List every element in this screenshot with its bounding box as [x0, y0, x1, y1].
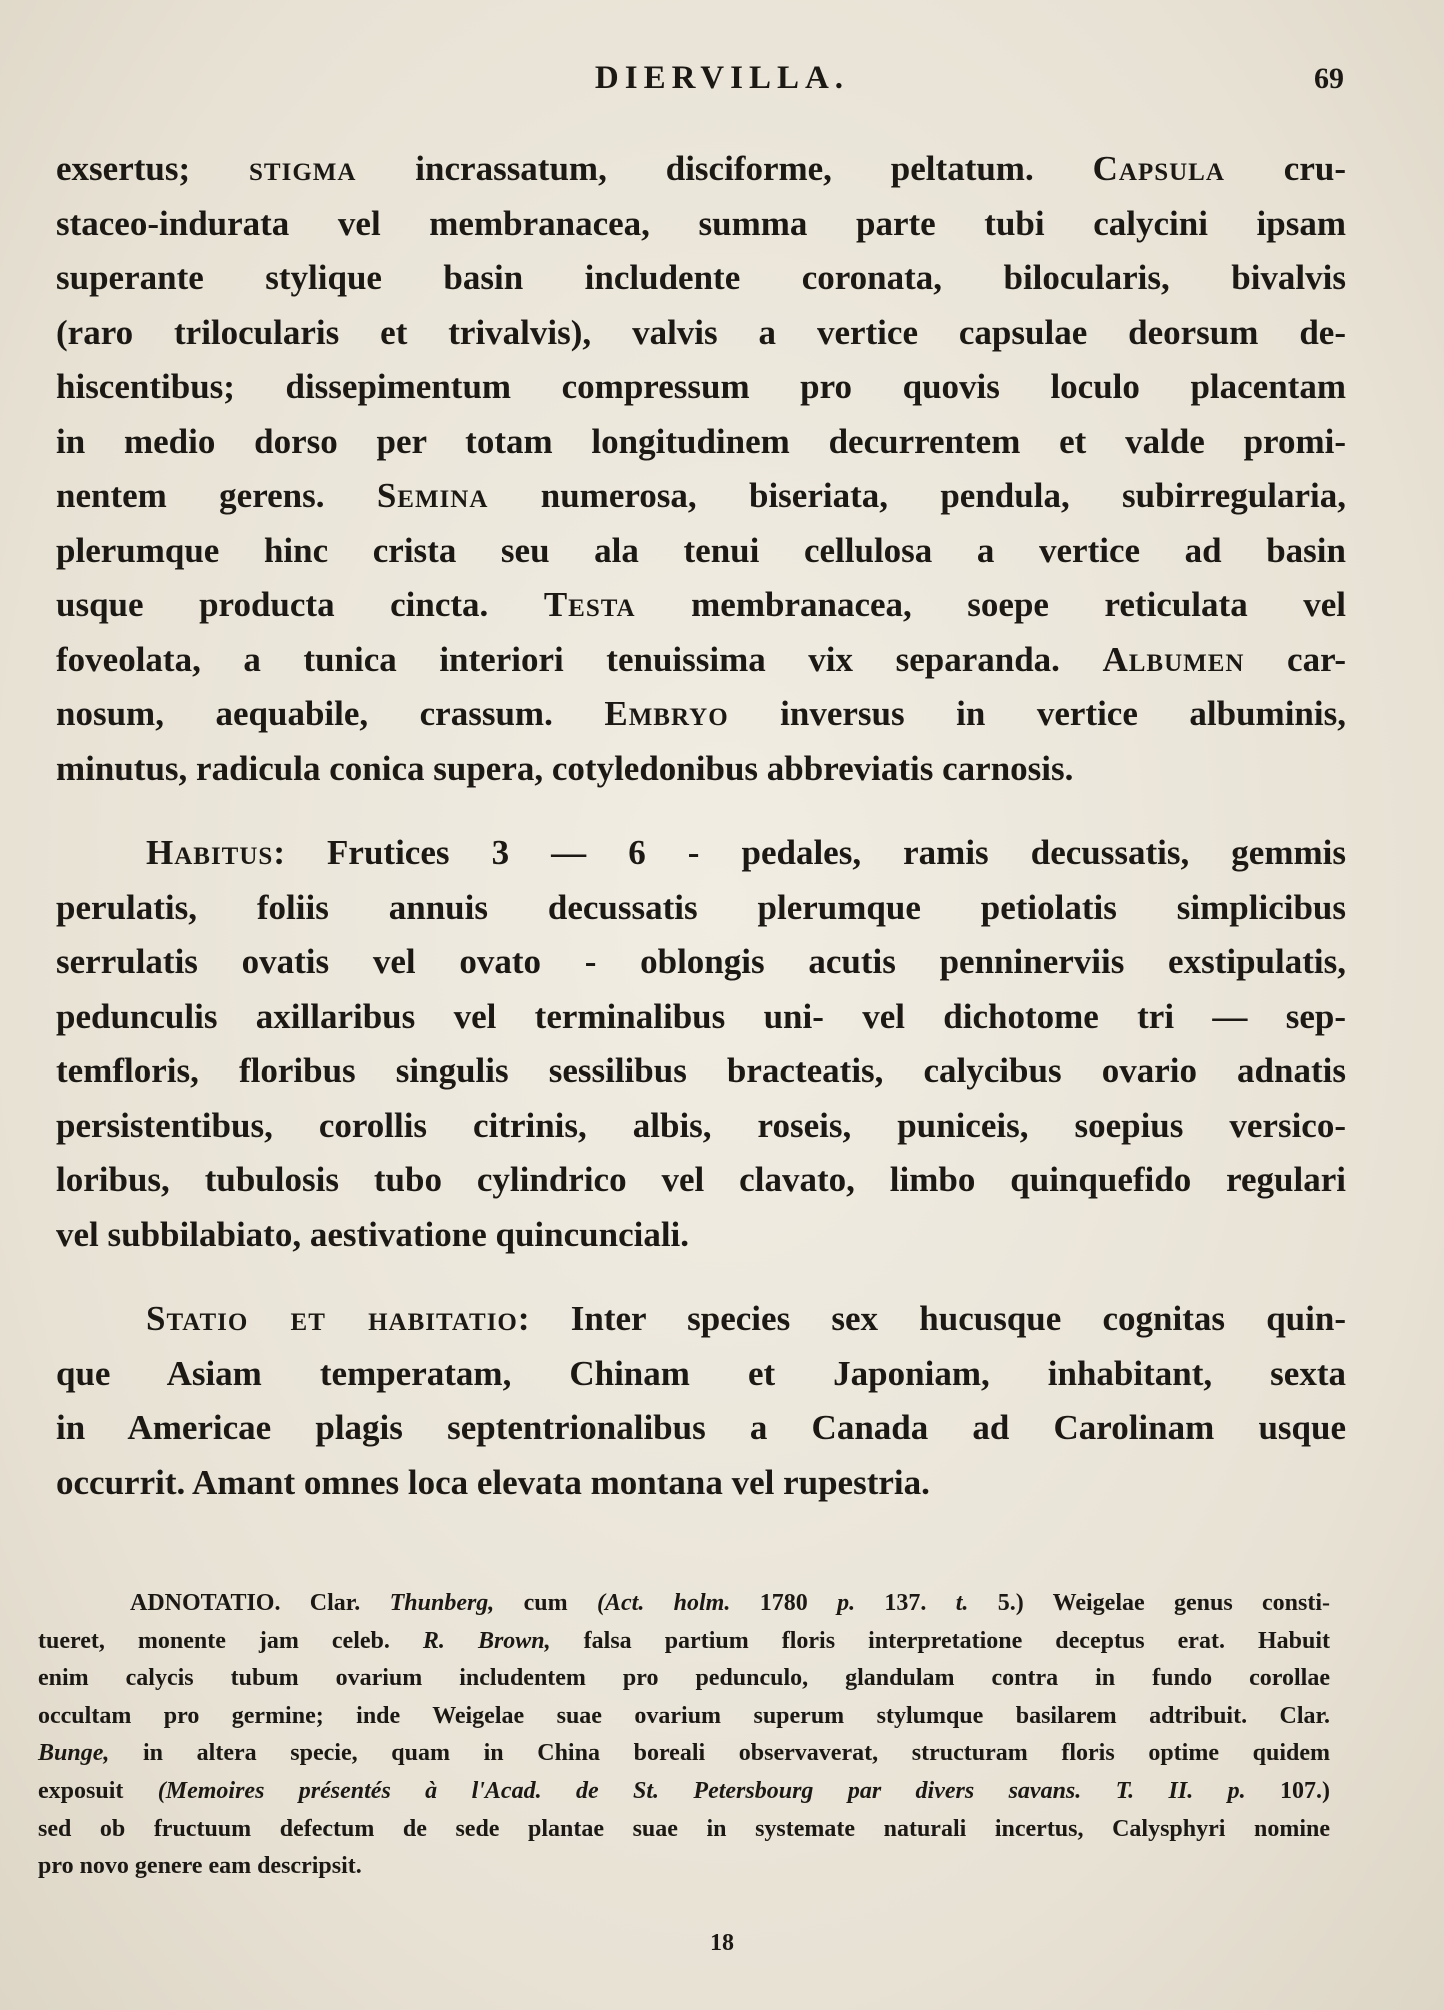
- note-line: Bunge, in altera specie, quam in China boreali observaverat, structuram floris optime quidem: [38, 1740, 1330, 1767]
- page-number: 69: [1314, 62, 1344, 95]
- note-line: pro novo genere eam descripsit.: [38, 1853, 362, 1880]
- running-title: DIERVILLA.: [594, 60, 850, 96]
- text-line: staceo-indurata vel membranacea, summa parte tubi calycini ipsam: [56, 203, 1346, 243]
- text-line: superante stylique basin includente coronata, bilocularis, bivalvis: [56, 258, 1346, 297]
- note-line: ADNOTATIO. Clar. Thunberg, cum (Act. holm. 1780 p. 137. t. 5.) Weigelae genus consti-: [130, 1590, 1331, 1616]
- term-testa: Testa: [543, 585, 636, 624]
- term-capsula: Capsula: [1092, 149, 1225, 188]
- note-line: enim calycis tubum ovarium includentem pro pedunculo, glandulam contra in fundo corollae: [38, 1665, 1330, 1692]
- paragraph-habitus: [56, 826, 1346, 1262]
- text-line: foveolata, a tunica interiori tenuissima vix separanda. Albumen car-: [56, 639, 1346, 679]
- annotation-note: [38, 1585, 1330, 1886]
- text-line: persistentibus, corollis citrinis, albis, roseis, puniceis, soepius versico-: [56, 1105, 1346, 1145]
- paragraph-description: [56, 142, 1346, 796]
- text-line: temfloris, floribus singulis sessilibus bracteatis, calycibus ovario adnatis: [56, 1051, 1346, 1090]
- text-line: perulatis, foliis annuis decussatis plerumque petiolatis simplicibus: [56, 887, 1346, 927]
- term-semina: Semina: [376, 476, 489, 515]
- note-line: occultam pro germine; inde Weigelae suae ovarium superum stylumque basilarem adtribuit. Clar.: [38, 1702, 1330, 1729]
- term-statio: Statio et habitatio: [146, 1299, 518, 1338]
- text-line: que Asiam temperatam, Chinam et Japoniam, inhabitant, sexta: [56, 1353, 1346, 1393]
- note-line: sed ob fructuum defectum de sede plantae suae in systemate naturali incertus, Calysphyri nomine: [38, 1815, 1330, 1842]
- text-line: (raro trilocularis et trivalvis), valvis a vertice capsulae deorsum de-: [56, 312, 1346, 352]
- text-line: vel subbilabiato, aestivatione quincunciali.: [56, 1214, 690, 1254]
- text-line: exsertus; stigma incrassatum, disciforme, peltatum. Capsula cru-: [56, 149, 1346, 188]
- body-text: [56, 142, 1346, 1510]
- term-habitus: Habitus: [146, 833, 274, 872]
- text-line: hiscentibus; dissepimentum compressum pro quovis loculo placentam: [56, 367, 1346, 406]
- text-line: minutus, radicula conica supera, cotyledonibus abbreviatis carnosis.: [56, 748, 1074, 788]
- text-line: plerumque hinc crista seu ala tenui cellulosa a vertice ad basin: [56, 530, 1346, 570]
- text-line: Habitus: Frutices 3 — 6 - pedales, ramis decussatis, gemmis: [146, 833, 1346, 872]
- running-head: [0, 56, 1444, 106]
- paragraph-statio: [56, 1292, 1346, 1510]
- text-line: loribus, tubulosis tubo cylindrico vel clavato, limbo quinquefido regulari: [56, 1160, 1346, 1199]
- term-stigma: stigma: [249, 149, 357, 188]
- note-line: tueret, monente jam celeb. R. Brown, falsa partium floris interpretatione deceptus erat. Habuit: [38, 1627, 1331, 1654]
- text-line: usque producta cincta. Testa membranacea, soepe reticulata vel: [56, 585, 1346, 624]
- text-line: in medio dorso per totam longitudinem decurrentem et valde promi-: [56, 421, 1346, 461]
- text-line: pedunculis axillaribus vel terminalibus uni- vel dichotome tri — sep-: [56, 996, 1346, 1036]
- text-line: occurrit. Amant omnes loca elevata montana vel rupestria.: [56, 1462, 930, 1502]
- text-line: serrulatis ovatis vel ovato - oblongis acutis penninerviis exstipulatis,: [56, 942, 1346, 981]
- text-line: nentem gerens. Semina numerosa, biseriata, pendula, subirregularia,: [56, 476, 1346, 515]
- text-line: Statio et habitatio: Inter species sex hucusque cognitas quin-: [146, 1299, 1346, 1338]
- term-embryo: Embryo: [604, 694, 729, 733]
- text-line: in Americae plagis septentrionalibus a Canada ad Carolinam usque: [56, 1408, 1346, 1447]
- term-albumen: Albumen: [1102, 639, 1245, 679]
- signature-mark: 18: [710, 1930, 734, 1956]
- note-line: exposuit (Memoires présentés à l'Acad. de St. Petersbourg par divers savans. T. II. p. 107.): [38, 1777, 1330, 1804]
- text-line: nosum, aequabile, crassum. Embryo inversus in vertice albuminis,: [56, 694, 1346, 733]
